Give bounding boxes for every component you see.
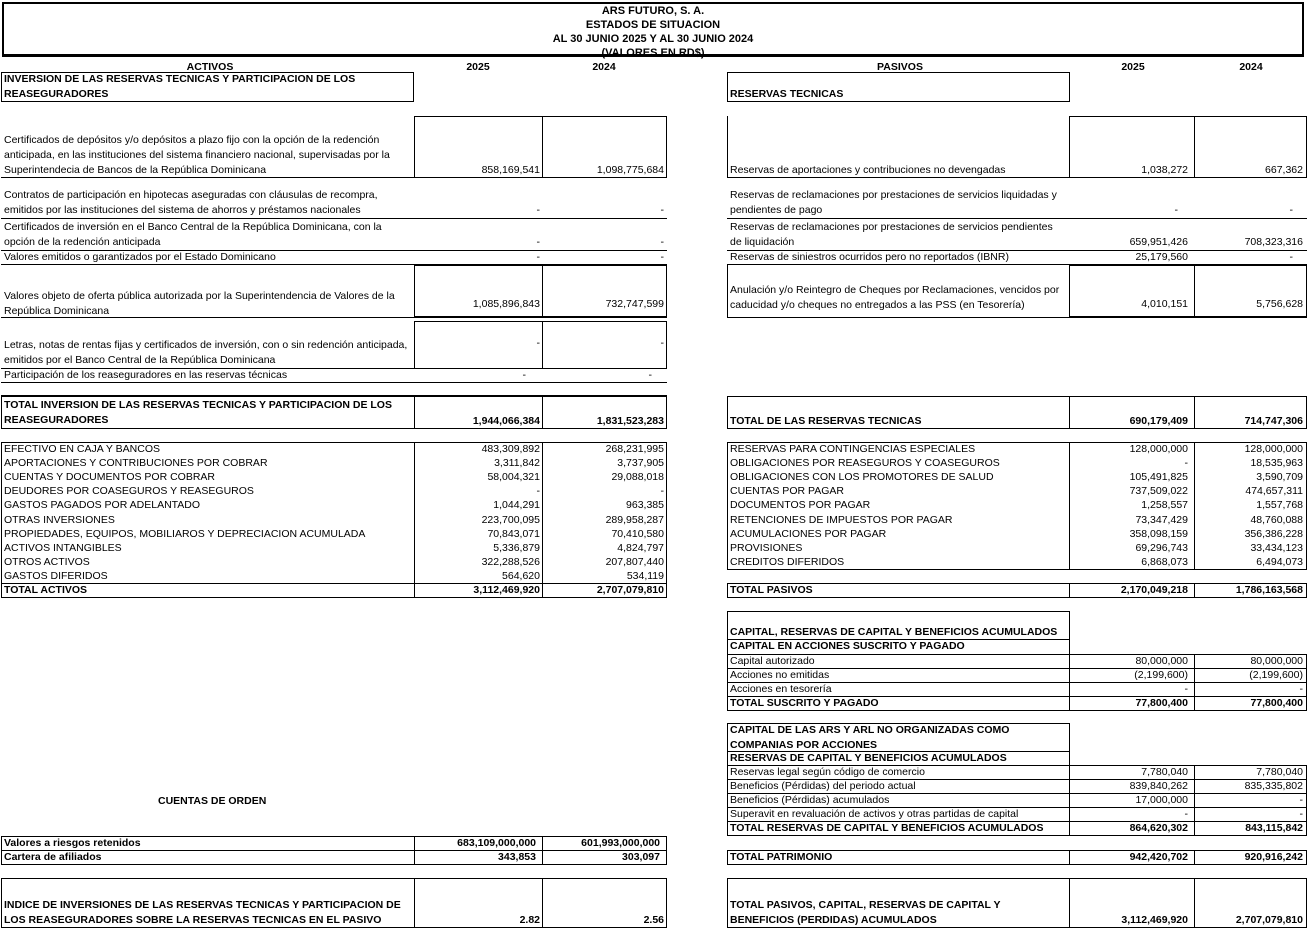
total-liab-label: TOTAL PASIVOS	[730, 584, 813, 596]
total-assets-2025: 3,112,469,920	[473, 584, 540, 596]
row-value-2025: 73,347,429	[1135, 513, 1188, 526]
row-label: Reservas legal según código de comercio	[730, 766, 925, 778]
company-name: ARS FUTURO, S. A.	[601, 5, 705, 17]
asset-item-2025: 858,169,541	[481, 164, 540, 176]
row-value-2024: 356,386,228	[1244, 527, 1303, 540]
row-label: Acciones en tesorería	[730, 683, 832, 695]
col-pasivos: PASIVOS	[877, 61, 923, 73]
total-suscrito-label: TOTAL SUSCRITO Y PAGADO	[730, 697, 879, 709]
orden-item-2025: 683,109,000,000	[457, 837, 536, 849]
row-label: Beneficios (Pérdidas) del periodo actual	[730, 780, 916, 792]
row-value-2025: 5,336,879	[493, 541, 540, 554]
row-value-2025: 7,780,040	[1141, 766, 1188, 778]
row-value-2024: 18,535,963	[1250, 457, 1303, 470]
orden-item-2024: 303,097	[622, 851, 660, 863]
col-liab-2025: 2025	[1121, 61, 1145, 73]
row-label: GASTOS PAGADOS POR ADELANTADO	[4, 499, 201, 512]
col-divider	[542, 442, 543, 598]
liab-item-label: Reservas de reclamaciones por prestaciones de servicios pendientes de liquidación	[730, 221, 1053, 248]
asset-item-2024: -	[660, 251, 664, 263]
col-divider	[542, 878, 543, 928]
total-suscrito-2024: 77,800,400	[1250, 697, 1303, 709]
equity-subtitle: CAPITAL EN ACCIONES SUSCRITO Y PAGADO	[730, 640, 965, 652]
statement-units: (VALORES EN RD$)	[601, 47, 705, 59]
col-divider	[727, 116, 728, 178]
row-value-2025: 128,000,000	[1129, 443, 1188, 455]
row-value-2025: 17,000,000	[1135, 794, 1188, 806]
row-label: PROPIEDADES, EQUIPOS, MOBILIAROS Y DEPRECIACION ACUMULADA	[4, 527, 366, 540]
asset-item-2025: -	[522, 369, 526, 381]
row-divider	[1, 218, 667, 219]
orden-item-label: Cartera de afiliados	[4, 851, 102, 863]
row-value-2024: -	[1299, 683, 1303, 695]
total-reserves-2024: 843,115,842	[1245, 822, 1303, 834]
row-value-2024: 289,958,287	[605, 513, 664, 526]
equity-title: CAPITAL, RESERVAS DE CAPITAL Y BENEFICIOS ACUMULADOS	[730, 626, 1058, 638]
liab-item-label: Reservas de aportaciones y contribuciones no devengadas	[730, 164, 1006, 176]
col-divider	[414, 442, 415, 598]
row-label: OTRAS INVERSIONES	[4, 513, 115, 526]
row-value-2024: 835,335,802	[1244, 780, 1303, 792]
asset-item-2025: -	[536, 337, 540, 349]
row-divider	[727, 317, 1307, 318]
row-value-2024: -	[1299, 794, 1303, 806]
asset-item-label: Contratos de participación en hipotecas aseguradas con cláusulas de recompra, emitidos por las instituciones del sistema de ahorros y préstamos nacionales	[4, 189, 378, 216]
row-divider	[727, 177, 1307, 178]
asset-item-label: Valores objeto de oferta pública autorizada por la Superintendencia de Valores de la República Dominicana	[4, 290, 395, 317]
row-label: PROVISIONES	[730, 541, 803, 554]
liab-item-2025: 1,038,272	[1141, 164, 1188, 176]
row-value-2024: 29,088,018	[611, 471, 664, 484]
row-divider	[727, 218, 1307, 219]
total-liab-2024: 1,786,163,568	[1235, 584, 1303, 596]
row-value-2024: -	[660, 485, 664, 498]
row-label: RETENCIONES DE IMPUESTOS POR PAGAR	[730, 513, 953, 526]
row-value-2025: 223,700,095	[481, 513, 540, 526]
row-value-2024: 6,494,073	[1256, 555, 1303, 568]
row-value-2025: (2,199,600)	[1134, 669, 1188, 681]
liab-item-label: Reservas de reclamaciones por prestaciones de servicios liquidadas y pendientes de pago	[730, 189, 1057, 216]
col-assets-2025: 2025	[466, 61, 490, 73]
grand-total-2025: 3,112,469,920	[1121, 914, 1188, 926]
orden-item-label: Valores a riesgos retenidos	[4, 837, 141, 849]
row-value-2024: 80,000,000	[1250, 655, 1303, 667]
asset-item-label: Participación de los reaseguradores en las reservas técnicas	[4, 369, 288, 381]
row-value-2024: 474,657,311	[1245, 485, 1303, 498]
liab-item-2025: 25,179,560	[1135, 251, 1188, 263]
row-value-2025: 58,004,321	[487, 471, 540, 484]
statement-title: ESTADOS DE SITUACION	[585, 19, 721, 31]
row-value-2024: 3,590,709	[1256, 471, 1303, 484]
row-divider	[727, 264, 1307, 265]
orden-item-2025: 343,853	[498, 851, 536, 863]
asset-item-2024: -	[660, 337, 664, 349]
row-value-2024: 1,557,768	[1256, 499, 1303, 512]
row-label: ACUMULACIONES POR PAGAR	[730, 527, 887, 540]
row-value-2025: 737,509,022	[1129, 485, 1188, 498]
ars-title: CAPITAL DE LAS ARS Y ARL NO ORGANIZADAS COMO COMPANIAS POR ACCIONES	[730, 724, 1010, 751]
row-divider	[1, 264, 667, 265]
row-label: EFECTIVO EN CAJA Y BANCOS	[4, 443, 160, 455]
col-divider	[414, 878, 415, 928]
row-label: GASTOS DIFERIDOS	[4, 569, 108, 582]
asset-item-label: Letras, notas de rentas fijas y certificados de inversión, con o sin redención anticipada, emitidos por el Banco Central de la República Dominicana	[4, 339, 408, 366]
row-label: OBLIGACIONES CON LOS PROMOTORES DE SALUD	[730, 471, 994, 484]
row-label: CUENTAS POR PAGAR	[730, 485, 844, 498]
statement-header	[2, 2, 1304, 57]
total-reserves-2025: 864,620,302	[1129, 822, 1188, 834]
statement-period: AL 30 JUNIO 2025 Y AL 30 JUNIO 2024	[552, 33, 754, 45]
row-value-2024: 33,434,123	[1250, 541, 1303, 554]
row-value-2025: 105,491,825	[1129, 471, 1188, 484]
total-inv-2024: 1,831,523,283	[596, 415, 664, 427]
asset-item-2024: -	[648, 369, 652, 381]
reserves-title: RESERVAS DE CAPITAL Y BENEFICIOS ACUMULADOS	[730, 752, 1007, 764]
row-label: CREDITOS DIFERIDOS	[730, 555, 845, 568]
row-value-2025: 564,620	[502, 569, 540, 582]
indice-2025: 2.82	[519, 914, 540, 926]
liab-item-label: Reservas de siniestros ocurridos pero no reportados (IBNR)	[730, 251, 1009, 263]
grand-total-label: TOTAL PASIVOS, CAPITAL, RESERVAS DE CAPITAL Y BENEFICIOS (PERDIDAS) ACUMULADOS	[730, 899, 1001, 926]
indice-label: INDICE DE INVERSIONES DE LAS RESERVAS TECNICAS Y PARTICIPACION DE LOS REASEGURADORES SOBRE LA RESERVAS TECNICAS EN EL PASIVO	[4, 899, 401, 926]
total-patrimonio-2024: 920,916,242	[1244, 851, 1303, 863]
total-res-2025: 690,179,409	[1129, 415, 1188, 427]
row-value-2024: 4,824,797	[617, 541, 664, 554]
row-label: Capital autorizado	[730, 655, 815, 667]
col-divider	[542, 396, 543, 429]
row-label: Beneficios (Pérdidas) acumulados	[730, 794, 890, 806]
row-label: CUENTAS Y DOCUMENTOS POR COBRAR	[4, 471, 216, 484]
asset-item-label: Valores emitidos o garantizados por el Estado Dominicano	[4, 251, 276, 263]
row-value-2025: -	[1184, 683, 1188, 695]
row-value-2025: 69,296,743	[1135, 541, 1188, 554]
row-value-2025: -	[1184, 808, 1188, 820]
total-suscrito-2025: 77,800,400	[1135, 697, 1188, 709]
indice-2024: 2.56	[643, 914, 664, 926]
asset-item-2025: -	[536, 236, 540, 248]
col-assets-2024: 2024	[592, 61, 616, 73]
row-value-2024: 48,760,088	[1250, 513, 1303, 526]
row-label: ACTIVOS INTANGIBLES	[4, 541, 122, 554]
total-res-label: TOTAL DE LAS RESERVAS TECNICAS	[730, 415, 922, 427]
row-label: Acciones no emitidas	[730, 669, 830, 681]
row-value-2024: 7,780,040	[1256, 766, 1303, 778]
row-label: DEUDORES POR COASEGUROS Y REASEGUROS	[4, 485, 254, 498]
row-value-2025: 483,309,892	[481, 443, 540, 455]
row-value-2024: 534,119	[626, 569, 664, 582]
total-patrimonio-label: TOTAL PATRIMONIO	[730, 851, 833, 863]
total-inv-2025: 1,944,066,384	[472, 415, 540, 427]
row-value-2025: 80,000,000	[1135, 655, 1188, 667]
total-patrimonio-2025: 942,420,702	[1129, 851, 1188, 863]
row-label: RESERVAS PARA CONTINGENCIAS ESPECIALES	[730, 443, 976, 455]
asset-item-2024: 732,747,599	[605, 298, 664, 310]
asset-item-2024: -	[660, 204, 664, 216]
row-value-2025: 70,843,071	[487, 527, 540, 540]
asset-item-2025: 1,085,896,843	[472, 298, 540, 310]
liab-item-2024: 5,756,628	[1256, 298, 1303, 310]
liab-item-2024: -	[1289, 204, 1293, 216]
asset-item-2025: -	[536, 204, 540, 216]
row-label: OBLIGACIONES POR REASEGUROS Y COASEGUROS	[730, 457, 1000, 470]
row-value-2024: 963,385	[626, 499, 664, 512]
liab-item-label: Anulación y/o Reintegro de Cheques por Reclamaciones, vencidos por caducidad y/o cheques no entregados a las PSS (en Tesorería)	[730, 284, 1060, 311]
liab-item-2025: -	[1174, 204, 1178, 216]
liab-item-2025: 4,010,151	[1141, 298, 1188, 310]
total-assets-2024: 2,707,079,810	[596, 584, 664, 596]
orden-title: CUENTAS DE ORDEN	[158, 795, 267, 807]
asset-item-2024: 1,098,775,684	[596, 164, 664, 176]
liab-item-2025: 659,951,426	[1129, 236, 1188, 248]
total-res-2024: 714,747,306	[1244, 415, 1303, 427]
asset-item-2024: -	[660, 236, 664, 248]
row-label: OTROS ACTIVOS	[4, 555, 90, 568]
orden-item-2024: 601,993,000,000	[581, 837, 660, 849]
row-value-2024: 3,737,905	[617, 457, 664, 470]
col-divider	[414, 396, 415, 429]
row-value-2024: -	[1299, 808, 1303, 820]
col-divider	[727, 265, 728, 317]
liab-item-2024: 708,323,316	[1244, 236, 1303, 248]
row-value-2025: 1,044,291	[493, 499, 540, 512]
row-label: APORTACIONES Y CONTRIBUCIONES POR COBRAR	[4, 457, 268, 470]
col-activos: ACTIVOS	[186, 61, 234, 73]
total-assets-label: TOTAL ACTIVOS	[4, 584, 88, 596]
row-value-2025: -	[536, 485, 540, 498]
liab-item-2024: 667,362	[1265, 164, 1303, 176]
asset-item-label: Certificados de depósitos y/o depósitos a plazo fijo con la opción de la redención anticipada, en las instituciones del sistema financiero nacional, supervisadas por la Superintendecia de Bancos de la República Dominicana	[4, 134, 390, 176]
total-liab-2025: 2,170,049,218	[1120, 584, 1188, 596]
total-inv-label: TOTAL INVERSION DE LAS RESERVAS TECNICAS Y PARTICIPACION DE LOS REASEGURADORES	[4, 399, 392, 426]
row-value-2025: 839,840,262	[1129, 780, 1188, 792]
row-divider	[1, 382, 667, 383]
row-value-2024: (2,199,600)	[1249, 669, 1303, 681]
liab-item-2024: -	[1289, 251, 1293, 263]
row-value-2025: 322,288,526	[481, 555, 540, 568]
row-value-2024: 268,231,995	[605, 443, 664, 455]
asset-item-label: Certificados de inversión en el Banco Central de la República Dominicana, con la opción de la redención anticipada	[4, 221, 382, 248]
row-value-2025: 1,258,557	[1141, 499, 1188, 512]
res-title: RESERVAS TECNICAS	[730, 88, 844, 100]
row-label: Superavit en revaluación de activos y otras partidas de capital	[730, 808, 1019, 820]
row-value-2025: -	[1184, 457, 1188, 470]
row-value-2025: 358,098,159	[1129, 527, 1188, 540]
grand-total-2024: 2,707,079,810	[1235, 914, 1303, 926]
col-liab-2024: 2024	[1239, 61, 1263, 73]
total-reserves-label: TOTAL RESERVAS DE CAPITAL Y BENEFICIOS ACUMULADOS	[730, 822, 1044, 834]
row-value-2025: 3,311,842	[494, 457, 540, 470]
row-value-2024: 128,000,000	[1244, 443, 1303, 455]
row-value-2025: 6,868,073	[1141, 555, 1188, 568]
row-value-2024: 70,410,580	[611, 527, 664, 540]
inv-title: INVERSION DE LAS RESERVAS TECNICAS Y PARTICIPACION DE LOS REASEGURADORES	[4, 73, 356, 100]
asset-item-2025: -	[536, 251, 540, 263]
row-label: DOCUMENTOS POR PAGAR	[730, 499, 871, 512]
row-value-2024: 207,807,440	[605, 555, 664, 568]
